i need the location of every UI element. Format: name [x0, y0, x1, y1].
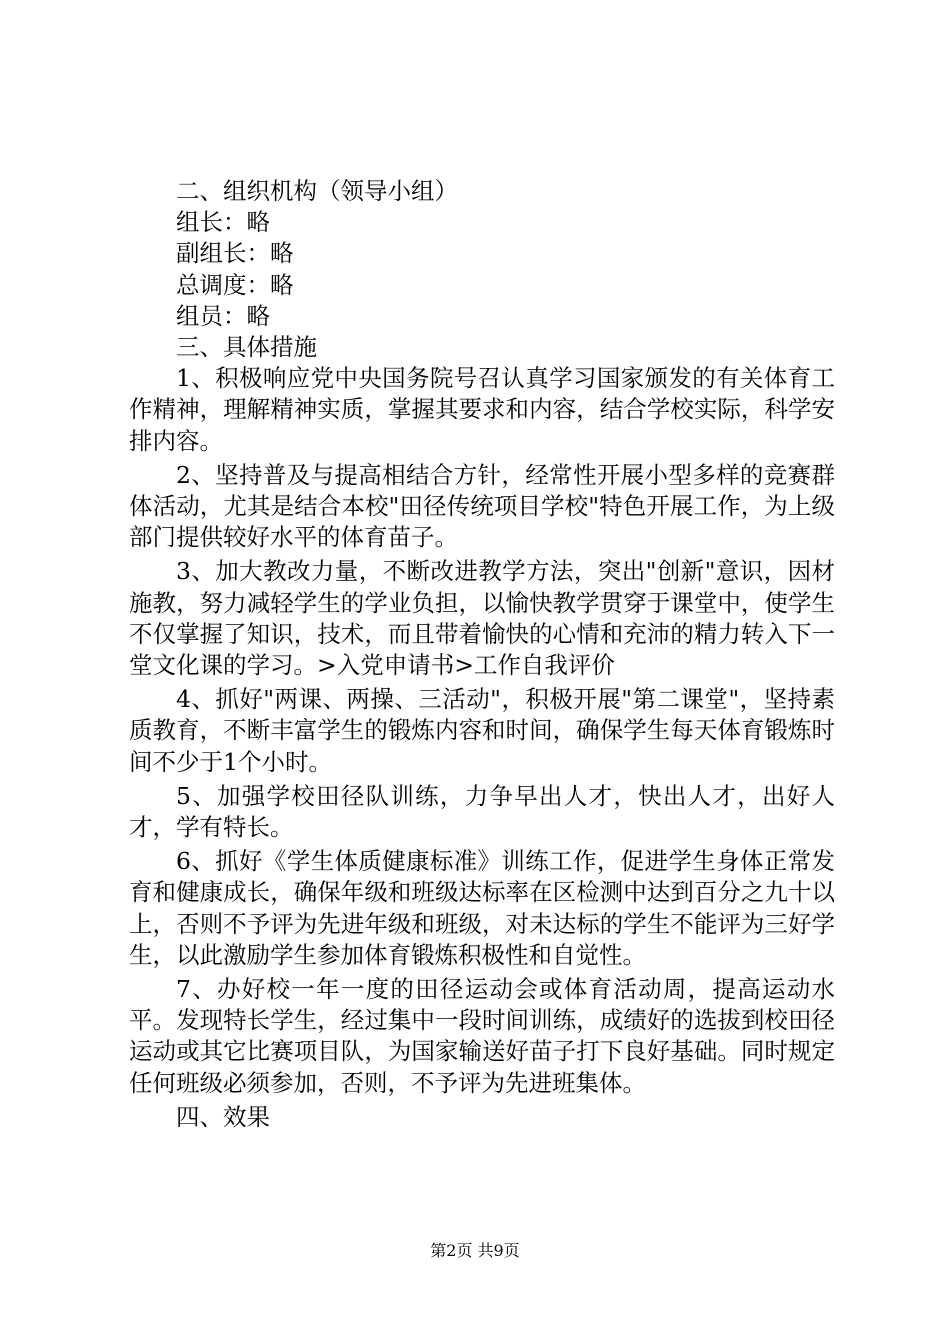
section-heading-organization: 二、组织机构（领导小组）: [176, 177, 458, 205]
document-body: [129, 176, 835, 1133]
measure-paragraph: 4、抓好"两课、两操、三活动"，积极开展"第二课堂"，坚持素质教育，不断丰富学生的锻炼内容和时间，确保学生每天体育锻炼时间不少于1个小时。: [129, 685, 835, 776]
measure-paragraph: 3、加大教改力量，不断改进教学方法，突出"创新"意识，因材施教，努力减轻学生的学业负担，以愉快教学贯穿于课堂中，使学生不仅掌握了知识，技术，而且带着愉快的心情和充沛的精力转入下一堂文化课的学习。>入党申请书>工作自我评价: [129, 557, 835, 680]
page-footer: 第2页 共9页: [430, 1241, 520, 1260]
vice-leader-line: 副组长：略: [176, 239, 294, 268]
measure-paragraph: 1、积极响应党中央国务院号召认真学习国家颁发的有关体育工作精神，理解精神实质，掌握其要求和内容，结合学校实际，科学安排内容。: [129, 364, 835, 455]
members-line: 组员：略: [176, 301, 270, 330]
section-heading-measures: 三、具体措施: [176, 333, 317, 362]
measure-paragraph: 2、坚持普及与提高相结合方针，经常性开展小型多样的竞赛群体活动，尤其是结合本校"田径传统项目学校"特色开展工作，为上级部门提供较好水平的体育苗子。: [129, 460, 835, 552]
section-heading-effect: 四、效果: [176, 1102, 270, 1131]
measure-paragraph: 6、抓好《学生体质健康标准》训练工作，促进学生身体正常发育和健康成长，确保年级和班级达标率在区检测中达到百分之九十以上，否则不予评为先进年级和班级，对未达标的学生不能评为三好学生，以此激励学生参加体育锻炼积极性和自觉性。: [129, 847, 835, 969]
dispatcher-line: 总调度：略: [176, 270, 294, 299]
measure-paragraph: 5、加强学校田径队训练，力争早出人才，快出人才，出好人才，学有特长。: [129, 781, 835, 842]
leader-line: 组长：略: [176, 208, 270, 237]
measure-paragraph: 7、办好校一年一度的田径运动会或体育活动周，提高运动水平。发现特长学生，经过集中一段时间训练，成绩好的选拔到校田径运动或其它比赛项目队，为国家输送好苗子打下良好基础。同时规定任何班级必须参加，否则，不予评为先进班集体。: [129, 975, 835, 1097]
